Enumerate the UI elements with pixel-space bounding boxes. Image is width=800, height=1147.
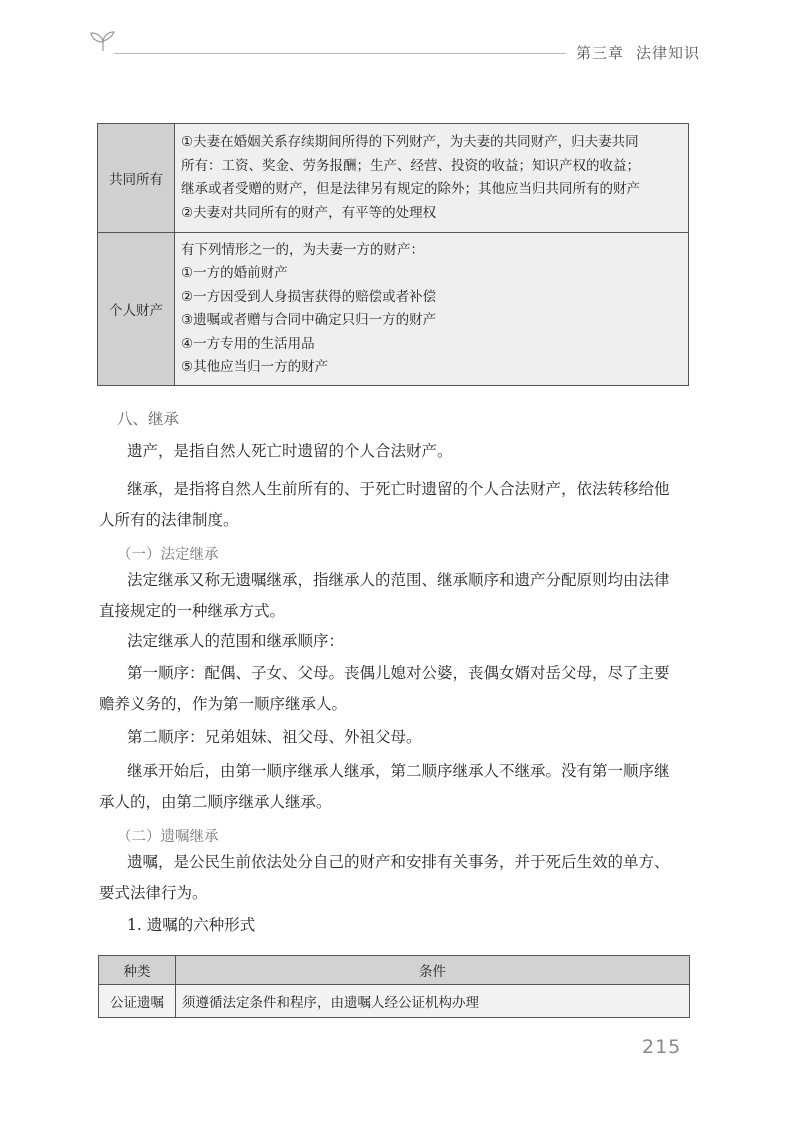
paragraph-line: 遗产，是指自然人死亡时遗留的个人合法财产。 [127,442,453,460]
paragraph-line: 法定继承人的范围和继承顺序： [127,632,345,650]
table-row [98,233,689,386]
content-line: 继承或者受赠的财产，但是法律另有规定的除外；其他应当归共同所有的财产 [181,181,640,197]
paragraph-line: 第二顺序：兄弟姐妹、祖父母、外祖父母。 [127,728,422,746]
table-row [99,985,690,1018]
paragraph [99,910,691,941]
column-header: 种类 [99,956,176,985]
row-label: 共同所有 [98,124,175,233]
paragraph-line: 1. 遗嘱的六种形式 [127,916,256,934]
sprout-icon [88,30,118,52]
paragraph-line: 继承开始后，由第一顺序继承人继承，第二顺序继承人不继承。没有第一顺序继 [127,762,670,780]
row-content [175,124,689,233]
content-line: ④一方专用的生活用品 [181,335,315,352]
paragraph [99,847,691,909]
paragraph-line: 直接规定的一种继承方式。 [99,602,286,620]
paragraph-line: 人所有的法律制度。 [99,511,239,529]
paragraph-line: 法定继承又称无遗嘱继承，指继承人的范围、继承顺序和遗产分配原则均由法律 [127,571,670,589]
table-row [98,124,689,233]
paragraph-line: 赡养义务的，作为第一顺序继承人。 [99,695,348,713]
content-line: ③遗嘱或者赠与合同中确定只归一方的财产 [181,312,437,328]
topic-label: 法律知识 [636,44,701,62]
paragraph-line: 第一顺序：配偶、子女、父母。丧偶儿媳对公婆，丧偶女婿对岳父母，尽了主要 [127,664,670,682]
table-header-row [99,956,690,985]
chapter-label: 第三章 [576,44,625,62]
section-title: 八、继承 [117,410,180,428]
content-line: ①夫妻在婚姻关系存续期间所得的下列财产，为夫妻的共同财产，归夫妻共同 [181,134,639,150]
content-line: ⑤其他应当归一方的财产 [181,359,329,375]
content-line: ①一方的婚前财产 [181,265,288,281]
paragraph [99,565,691,627]
paragraph-line: 要式法律行为。 [99,884,208,902]
paragraph [99,436,691,467]
content-line: 所有：工资、奖金、劳务报酬；生产、经营、投资的收益；知识产权的收益； [181,157,640,174]
paragraph [99,626,691,657]
paragraph [99,658,691,720]
paragraph [99,722,691,753]
paragraph-line: 承人的，由第二顺序继承人继承。 [99,793,332,811]
table-cell: 公证遗嘱 [99,985,176,1018]
subsection-title: （一）法定继承 [117,547,219,563]
paragraph-line: 继承，是指将自然人生前所有的、于死亡时遗留的个人合法财产，依法转移给他 [127,480,670,498]
paragraph [99,756,691,818]
page-number: 215 [642,1036,682,1058]
property-table [97,123,689,386]
row-content [175,233,689,386]
paragraph-line: 遗嘱，是公民生前依法处分自己的财产和安排有关事务，并于死后生效的单方、 [127,853,670,871]
content-line: 有下列情形之一的，为夫妻一方的财产： [181,241,424,258]
column-header: 条件 [176,956,690,985]
table-cell: 须遵循法定条件和程序，由遗嘱人经公证机构办理 [176,985,690,1018]
paragraph [99,474,691,536]
will-forms-table [98,955,690,1018]
subsection-title: （二）遗嘱继承 [117,829,219,845]
content-line: ②一方因受到人身损害获得的赔偿或者补偿 [181,288,437,305]
running-header [576,42,700,63]
row-label: 个人财产 [98,233,175,386]
content-line: ②夫妻对共同所有的财产，有平等的处理权 [181,204,437,221]
header-rule [114,53,566,54]
